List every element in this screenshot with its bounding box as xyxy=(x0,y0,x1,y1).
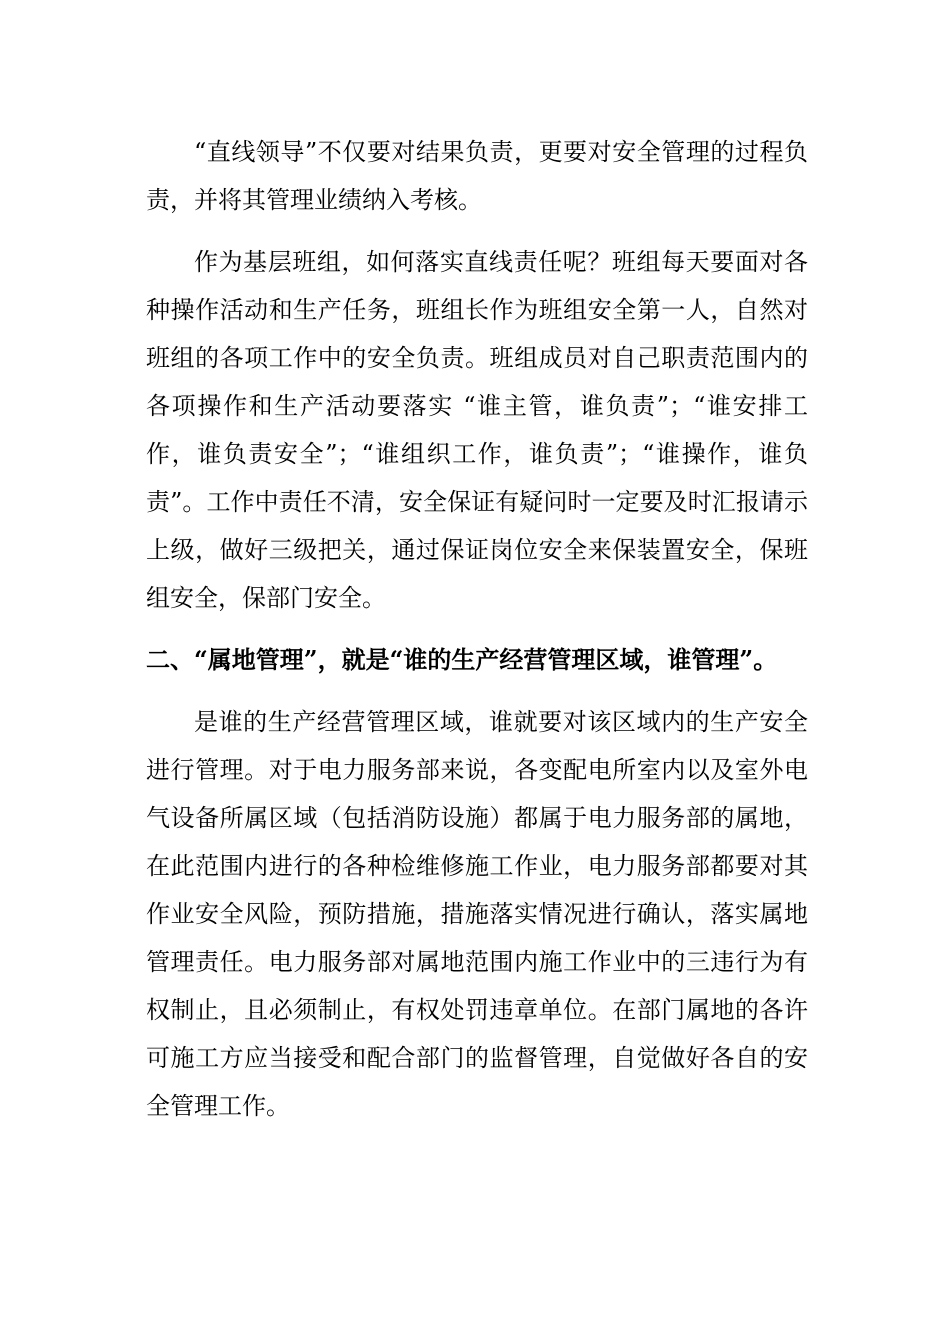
paragraph-territorial-management: 是谁的生产经营管理区域，谁就要对该区域内的生产安全进行管理。对于电力服务部来说，各变配电所室内以及室外电气设备所属区域（包括消防设施）都属于电力服务部的属地，在此范围内进行的各种检维修施工作业，电力服务部都要对其作业安全风险，预防措施，措施落实情况进行确认，落实属地管理责任。电力服务部对属地范围内施工作业中的三违行为有权制止，且必须制止，有权处罚违章单位。在部门属地的各许可施工方应当接受和配合部门的监督管理，自觉做好各自的安全管理工作。 xyxy=(146,708,808,1120)
document-body xyxy=(146,128,808,1130)
section-heading-territorial-management: 二、“属地管理”，就是“谁的生产经营管理区域，谁管理”。 xyxy=(146,645,778,674)
paragraph-team-responsibility: 作为基层班组，如何落实直线责任呢？班组每天要面对各种操作活动和生产任务，班组长作为班组安全第一人，自然对班组的各项工作中的安全负责。班组成员对自己职责范围内的各项操作和生产活动要落实 “谁主管，谁负责”；“谁安排工作，谁负责安全”；“谁组织工作，谁负责”；“谁操作，谁负责”。工作中责任不清，安全保证有疑问时一定要及时汇报请示上级，做好三级把关，通过保证岗位安全来保装置安全，保班组安全，保部门安全。 xyxy=(146,248,808,612)
paragraph-direct-leadership: “直线领导”不仅要对结果负责，更要对安全管理的过程负责，并将其管理业绩纳入考核。 xyxy=(146,138,808,214)
